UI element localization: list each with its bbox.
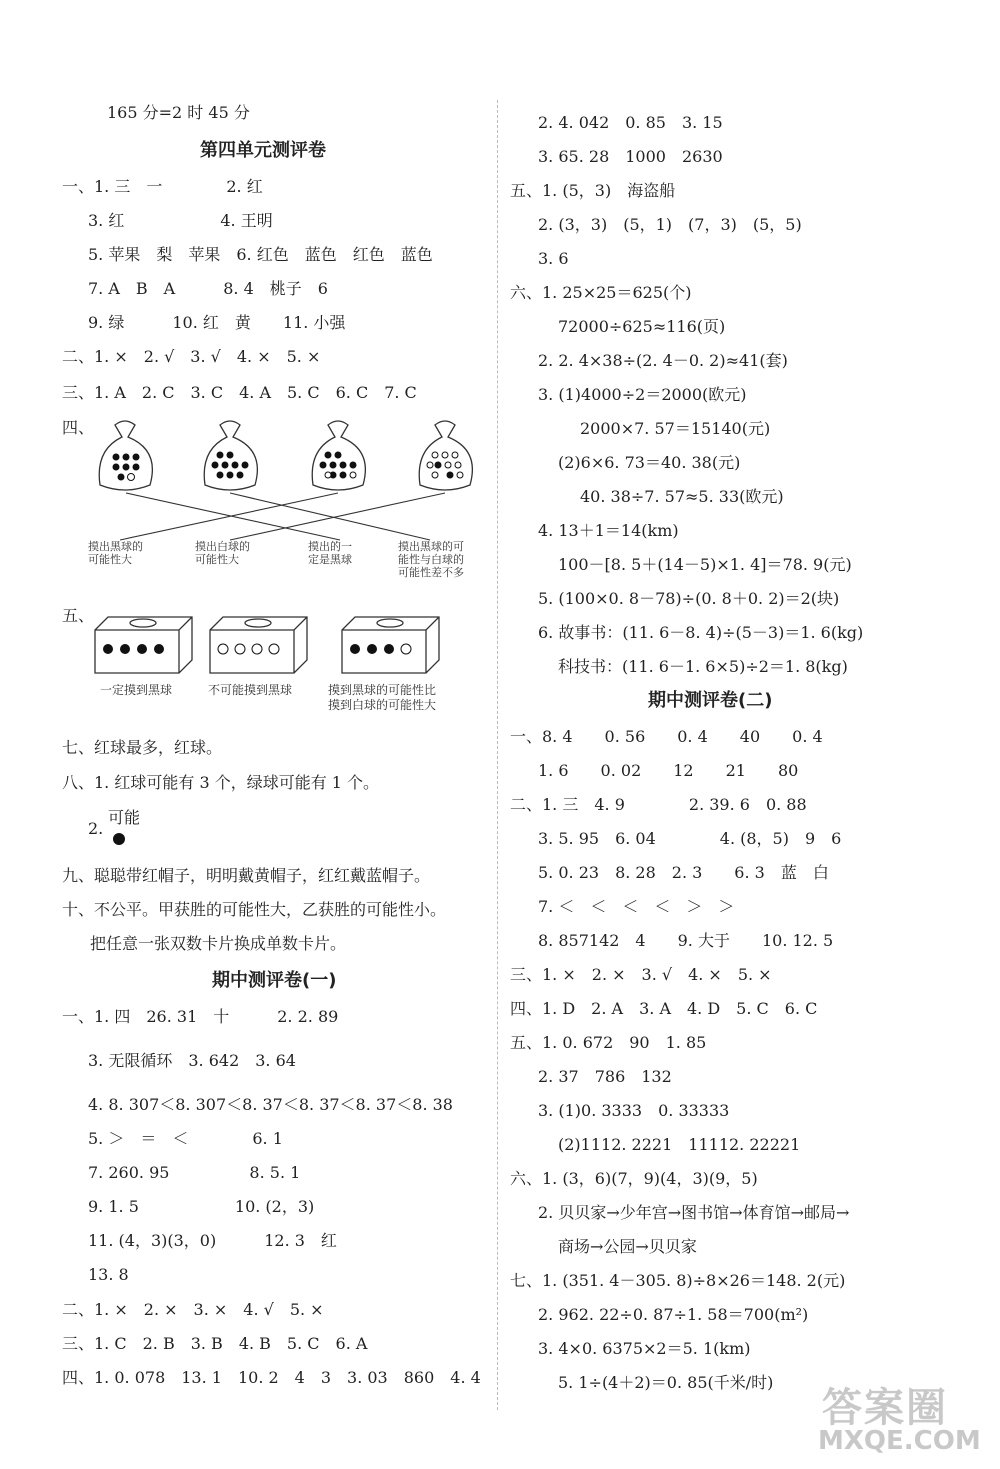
answer-line: 2. 贝贝家→少年宫→图书馆→体育馆→邮局→ xyxy=(538,1203,850,1222)
answer-line: 2. 37 786 132 xyxy=(538,1067,672,1086)
answer-line: 40. 38÷7. 57≈5. 33(欧元) xyxy=(580,487,784,506)
answer-line: 科技书：(11. 6－1. 6×5)÷2＝1. 8(kg) xyxy=(558,657,848,676)
answer-line: 三、1. × 2. × 3. √ 4. × 5. × xyxy=(510,965,772,984)
answer-line: 八、1. 红球可能有 3 个，绿球可能有 1 个。 xyxy=(62,773,380,792)
answer-line: 2. xyxy=(88,819,104,838)
answer-line: 2. (3，3) (5，1) (7，3) (5，5) xyxy=(538,215,802,234)
box-label: 不可能摸到黑球 xyxy=(208,683,293,697)
bag-label: 摸出的一 定是黑球 xyxy=(308,540,352,566)
answer-line: 四、1. 0. 078 13. 1 10. 2 4 3 3. 03 860 4. 4 xyxy=(62,1368,481,1387)
box-label: 摸到黑球的可能性比 摸到白球的可能性大 xyxy=(328,683,437,712)
bag-label: 摸出白球的 可能性大 xyxy=(195,540,250,566)
answer-line: 4. 8. 307＜8. 307＜8. 37＜8. 37＜8. 37＜8. 38 xyxy=(88,1095,453,1114)
section-heading-unit4: 第四单元测评卷 xyxy=(200,140,326,161)
column-divider xyxy=(497,100,498,1410)
bag-label: 摸出黑球的 可能性大 xyxy=(88,540,143,566)
answer-line: 九、聪聪带红帽子，明明戴黄帽子，红红戴蓝帽子。 xyxy=(62,866,431,885)
bags-matching-figure xyxy=(90,415,510,545)
answer-line: 二、1. × 2. √ 3. √ 4. × 5. × xyxy=(62,347,321,366)
answer-line: 二、1. × 2. × 3. × 4. √ 5. × xyxy=(62,1300,324,1319)
answer-line: 8. 857142 4 9. 大于 10. 12. 5 xyxy=(538,931,834,950)
answer-line: 5. 1÷(4＋2)＝0. 85(千米/时) xyxy=(558,1373,774,1392)
answer-line: (2)1112. 2221 11112. 22221 xyxy=(558,1135,801,1154)
answer-line: 4. 13＋1＝14(km) xyxy=(538,521,679,540)
answer-line: 商场→公园→贝贝家 xyxy=(558,1237,697,1256)
answer-line: 3. 无限循环 3. 642 3. 64 xyxy=(88,1051,296,1070)
answer-line: 3. 4×0. 6375×2＝5. 1(km) xyxy=(538,1339,751,1358)
answer-line: 三、1. A 2. C 3. C 4. A 5. C 6. C 7. C xyxy=(62,383,417,402)
answer-line: 五、1. (5，3) 海盗船 xyxy=(510,181,676,200)
answer-line: 三、1. C 2. B 3. B 4. B 5. C 6. A xyxy=(62,1334,368,1353)
answer-line: 七、1. (351. 4－305. 8)÷8×26＝148. 2(元) xyxy=(510,1271,846,1290)
answer-line: 2. 4. 042 0. 85 3. 15 xyxy=(538,113,723,132)
answer-line: 3. 红 4. 王明 xyxy=(88,211,273,230)
answer-line: 3. 5. 95 6. 04 4. (8，5) 9 6 xyxy=(538,829,842,848)
section-heading-midterm2: 期中测评卷(二) xyxy=(648,690,773,711)
answer-line: (2)6×6. 73＝40. 38(元) xyxy=(558,453,741,472)
answer-line: 7. A B A 8. 4 桃子 6 xyxy=(88,279,328,298)
watermark-logo: 答案圈 xyxy=(822,1385,948,1431)
answer-line: 1. 6 0. 02 12 21 80 xyxy=(538,761,799,780)
answer-line: 六、1. 25×25＝625(个) xyxy=(510,283,692,302)
answer-line: 165 分=2 时 45 分 xyxy=(107,103,250,122)
answer-line: 3. (1)4000÷2＝2000(欧元) xyxy=(538,385,747,404)
answer-line: 13. 8 xyxy=(88,1265,129,1284)
answer-line: 一、1. 三 一 2. 红 xyxy=(62,177,263,196)
answer-line: 一、1. 四 26. 31 十 2. 2. 89 xyxy=(62,1007,339,1026)
answer-line: 5. 0. 23 8. 28 2. 3 6. 3 蓝 白 xyxy=(538,863,829,882)
answer-line: 5. ＞ ＝ ＜ 6. 1 xyxy=(88,1129,283,1148)
answer-label-possible: 可能 xyxy=(108,808,141,827)
answer-line: 五、1. 0. 672 90 1. 85 xyxy=(510,1033,707,1052)
boxes-figure xyxy=(90,612,490,682)
answer-line: 100－[8. 5＋(14－5)×1. 4]＝78. 9(元) xyxy=(558,555,852,574)
box-label: 一定摸到黑球 xyxy=(100,683,173,697)
answer-line: 六、1. (3，6)(7，9)(4，3)(9，5) xyxy=(510,1169,758,1188)
answer-line: 6. 故事书：(11. 6－8. 4)÷(5－3)＝1. 6(kg) xyxy=(538,623,864,642)
watermark-site: MXQE.COM xyxy=(818,1426,981,1456)
answer-line: 四、1. D 2. A 3. A 4. D 5. C 6. C xyxy=(510,999,818,1018)
answer-line: 四、 xyxy=(62,418,95,437)
answer-line: 3. 6 xyxy=(538,249,569,268)
answer-line: 5. 苹果 梨 苹果 6. 红色 蓝色 红色 蓝色 xyxy=(88,245,433,264)
black-ball-icon xyxy=(112,832,126,846)
section-heading-midterm1: 期中测评卷(一) xyxy=(212,970,337,991)
answer-line: 2. 2. 4×38÷(2. 4－0. 2)≈41(套) xyxy=(538,351,788,370)
answer-line: 五、 xyxy=(62,606,95,625)
answer-line: 9. 绿 10. 红 黄 11. 小强 xyxy=(88,313,346,332)
answer-line: 9. 1. 5 10. (2，3) xyxy=(88,1197,315,1216)
answer-line: 2. 962. 22÷0. 87÷1. 58＝700(m²) xyxy=(538,1305,809,1324)
bag-label: 摸出黑球的可 能性与白球的 可能性差不多 xyxy=(398,540,464,579)
answer-line: 72000÷625≈116(页) xyxy=(558,317,726,336)
answer-line: 一、8. 4 0. 56 0. 4 40 0. 4 xyxy=(510,727,823,746)
answer-line: 2000×7. 57＝15140(元) xyxy=(580,419,771,438)
answer-line: 十、不公平。甲获胜的可能性大，乙获胜的可能性小。 xyxy=(62,900,447,919)
answer-line: 5. (100×0. 8－78)÷(0. 8＋0. 2)＝2(块) xyxy=(538,589,840,608)
answer-line: 7. ＜ ＜ ＜ ＜ ＞ ＞ xyxy=(538,897,735,916)
answer-line: 3. (1)0. 3333 0. 33333 xyxy=(538,1101,730,1120)
answer-line: 七、红球最多，红球。 xyxy=(62,738,223,757)
answer-line: 11. (4，3)(3，0) 12. 3 红 xyxy=(88,1231,337,1250)
answer-line: 7. 260. 95 8. 5. 1 xyxy=(88,1163,301,1182)
answer-line: 3. 65. 28 1000 2630 xyxy=(538,147,723,166)
answer-line: 把任意一张双数卡片换成单数卡片。 xyxy=(74,934,347,953)
answer-line: 二、1. 三 4. 9 2. 39. 6 0. 88 xyxy=(510,795,807,814)
